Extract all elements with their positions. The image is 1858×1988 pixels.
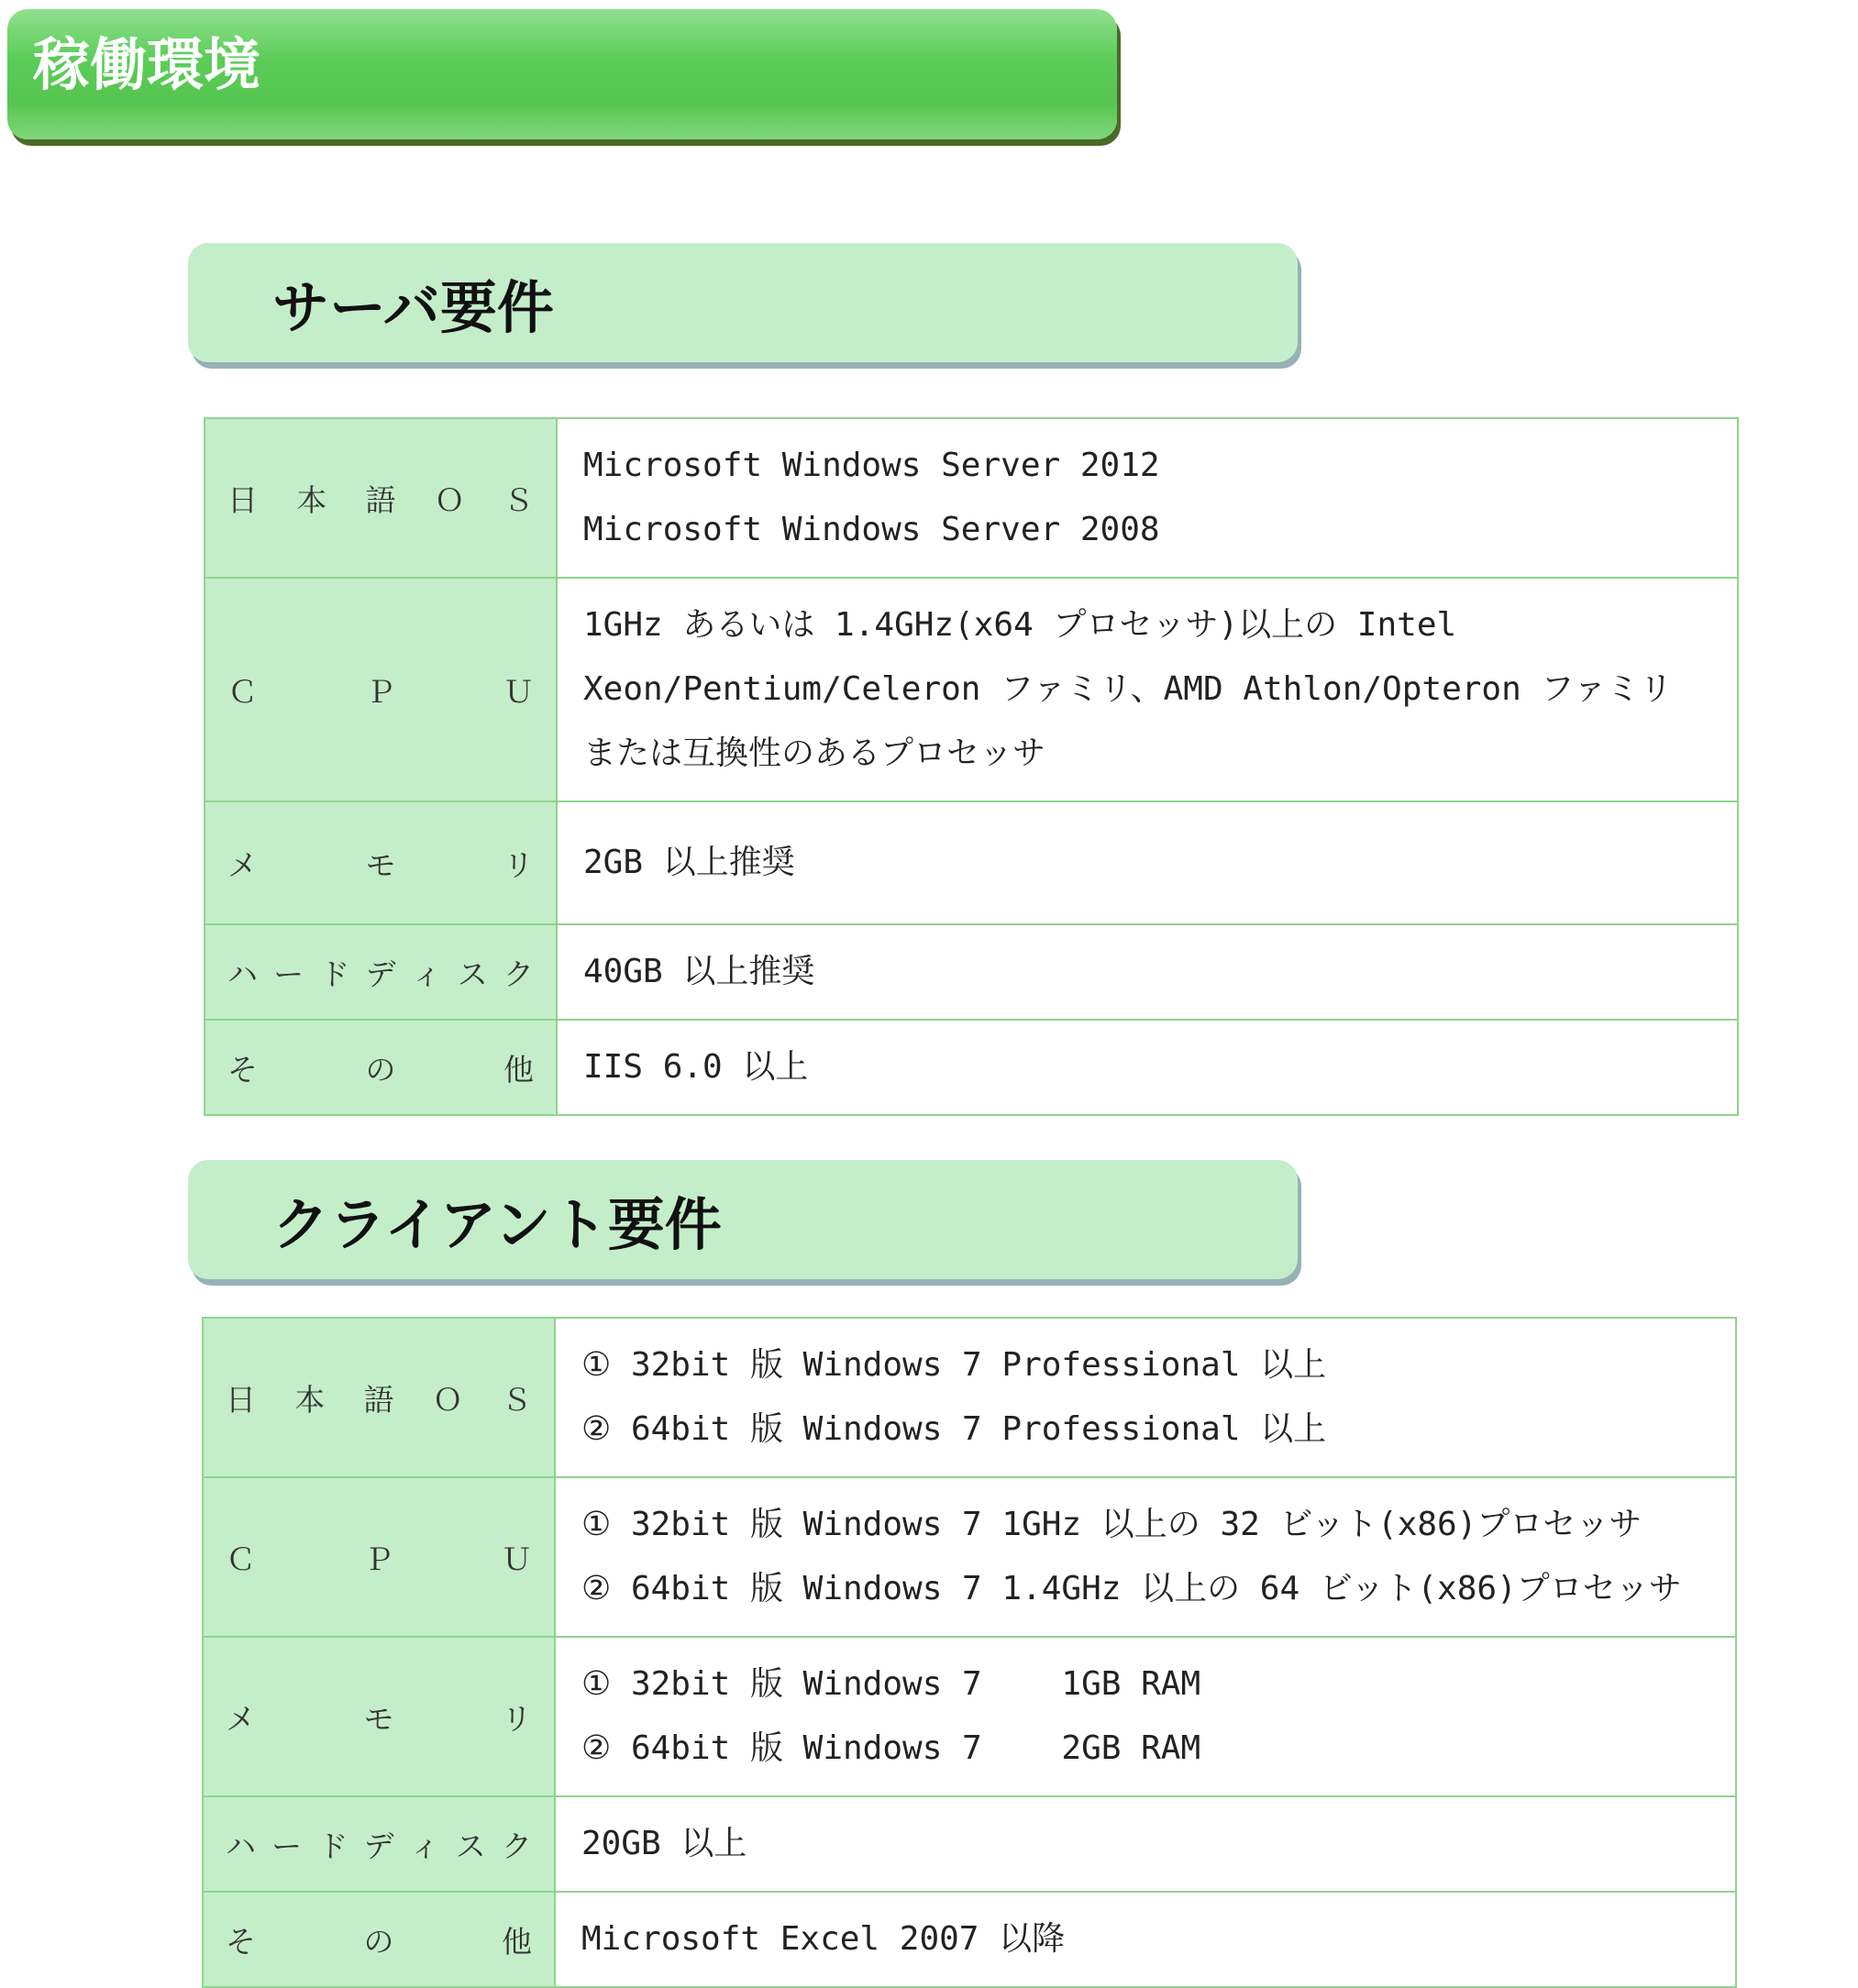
spec-label-cell — [205, 924, 557, 1020]
spec-value-cell — [557, 924, 1738, 1020]
spec-value-line: 40GB 以上推奨 — [583, 953, 815, 990]
label-char: Ｃ — [226, 1541, 256, 1577]
label-char: ー — [273, 955, 304, 992]
label-char: ス — [455, 1828, 486, 1864]
spec-row — [205, 801, 1738, 924]
label-char: メ — [227, 846, 258, 883]
server-section-header — [188, 243, 1298, 362]
spec-label-cell — [205, 1020, 557, 1115]
label-char: 本 — [294, 1381, 326, 1418]
spec-row — [203, 1796, 1736, 1892]
label-char: 他 — [502, 1923, 532, 1960]
spec-value-line: 1GHz あるいは 1.4GHz(x64 プロセッサ)以上の Intel — [583, 606, 1457, 644]
spec-value-line: ① 32bit 版 Windows 7 1GB RAM — [581, 1665, 1201, 1703]
spec-label — [226, 1536, 532, 1579]
spec-row — [203, 1318, 1736, 1477]
spec-row — [205, 1020, 1738, 1115]
spec-label-cell — [203, 1637, 555, 1796]
spec-value-cell — [555, 1637, 1736, 1796]
spec-value-line: ② 64bit 版 Windows 7 2GB RAM — [581, 1729, 1201, 1767]
label-char: ハ — [226, 1828, 256, 1864]
spec-value-cell — [555, 1892, 1736, 1987]
spec-value-line: Microsoft Windows Server 2008 — [583, 511, 1160, 548]
label-char: ス — [457, 955, 488, 992]
spec-label-cell — [203, 1892, 555, 1987]
label-char: Ｏ — [432, 1381, 463, 1418]
spec-label — [227, 842, 534, 885]
server-section-title: サーバ要件 — [272, 274, 554, 341]
spec-value-line: IIS 6.0 以上 — [583, 1048, 809, 1086]
label-char: Ｃ — [227, 673, 258, 710]
label-char: モ — [365, 846, 396, 883]
spec-row — [205, 578, 1738, 801]
spec-value-line: Microsoft Excel 2007 以降 — [581, 1920, 1066, 1958]
label-char: メ — [226, 1700, 256, 1737]
label-char: そ — [227, 1051, 258, 1088]
label-char: 語 — [363, 1381, 394, 1418]
spec-row — [205, 418, 1738, 578]
spec-value-cell — [557, 801, 1738, 924]
spec-value-line: Xeon/Pentium/Celeron ファミリ、AMD Athlon/Opteron ファミリ — [583, 670, 1673, 708]
spec-label-cell — [203, 1796, 555, 1892]
label-char: の — [365, 1051, 396, 1088]
spec-label-cell — [203, 1318, 555, 1477]
label-char: ド — [319, 955, 350, 992]
label-char: ク — [501, 1828, 532, 1864]
spec-label-cell — [205, 418, 557, 578]
spec-row — [203, 1637, 1736, 1796]
label-char: Ｕ — [503, 673, 534, 710]
label-char: ク — [503, 955, 534, 992]
spec-label — [227, 668, 534, 712]
spec-value-line: ② 64bit 版 Windows 7 1.4GHz 以上の 64 ビット(x86)プロセッサ — [581, 1570, 1682, 1607]
label-char: 日 — [226, 1381, 256, 1418]
label-char: モ — [363, 1700, 394, 1737]
client-section-header — [188, 1160, 1298, 1279]
spec-label — [226, 1376, 532, 1419]
spec-row — [203, 1892, 1736, 1987]
spec-value-cell — [557, 418, 1738, 578]
spec-value-line: 20GB 以上 — [581, 1825, 747, 1862]
label-char: 日 — [227, 481, 258, 518]
label-char: Ｓ — [503, 481, 534, 518]
label-char: ハ — [227, 955, 258, 992]
spec-label — [227, 951, 534, 994]
spec-value-cell — [555, 1796, 1736, 1892]
label-char: Ｓ — [502, 1381, 532, 1418]
spec-label — [227, 1046, 534, 1089]
label-char: リ — [503, 846, 534, 883]
label-char: 本 — [296, 481, 327, 518]
spec-value-line: ② 64bit 版 Windows 7 Professional 以上 — [581, 1410, 1327, 1448]
client-requirements-table — [202, 1317, 1737, 1988]
spec-label-cell — [203, 1477, 555, 1637]
label-char: Ｕ — [502, 1541, 532, 1577]
page-banner — [7, 9, 1117, 139]
spec-value-cell — [555, 1477, 1736, 1637]
spec-row — [203, 1477, 1736, 1637]
spec-value-line: ① 32bit 版 Windows 7 1GHz 以上の 32 ビット(x86)プロセッサ — [581, 1506, 1642, 1543]
label-char: ー — [271, 1828, 303, 1864]
label-char: 他 — [503, 1051, 534, 1088]
label-char: の — [363, 1923, 394, 1960]
label-char: Ｐ — [365, 673, 396, 710]
spec-label-cell — [205, 801, 557, 924]
label-char: ィ — [411, 955, 442, 992]
label-char: リ — [502, 1700, 532, 1737]
label-char: Ｏ — [434, 481, 465, 518]
spec-value-cell — [557, 1020, 1738, 1115]
spec-label-cell — [205, 578, 557, 801]
server-requirements-table — [204, 417, 1739, 1116]
label-char: そ — [226, 1923, 256, 1960]
spec-row — [205, 924, 1738, 1020]
spec-label — [226, 1695, 532, 1739]
label-char: Ｐ — [363, 1541, 394, 1577]
label-char: デ — [365, 955, 396, 992]
page-title: 稼働環境 — [33, 31, 261, 98]
label-char: 語 — [365, 481, 396, 518]
client-section-title: クライアント要件 — [272, 1191, 722, 1258]
spec-value-cell — [555, 1318, 1736, 1477]
spec-value-line: Microsoft Windows Server 2012 — [583, 447, 1160, 484]
spec-label — [226, 1918, 532, 1961]
spec-value-line: 2GB 以上推奨 — [583, 844, 795, 881]
spec-value-line: ① 32bit 版 Windows 7 Professional 以上 — [581, 1346, 1327, 1384]
spec-label — [226, 1823, 532, 1866]
spec-value-line: または互換性のあるプロセッサ — [583, 734, 1046, 772]
label-char: デ — [363, 1828, 394, 1864]
spec-value-cell — [557, 578, 1738, 801]
label-char: ィ — [409, 1828, 440, 1864]
spec-label — [227, 477, 534, 520]
label-char: ド — [317, 1828, 348, 1864]
